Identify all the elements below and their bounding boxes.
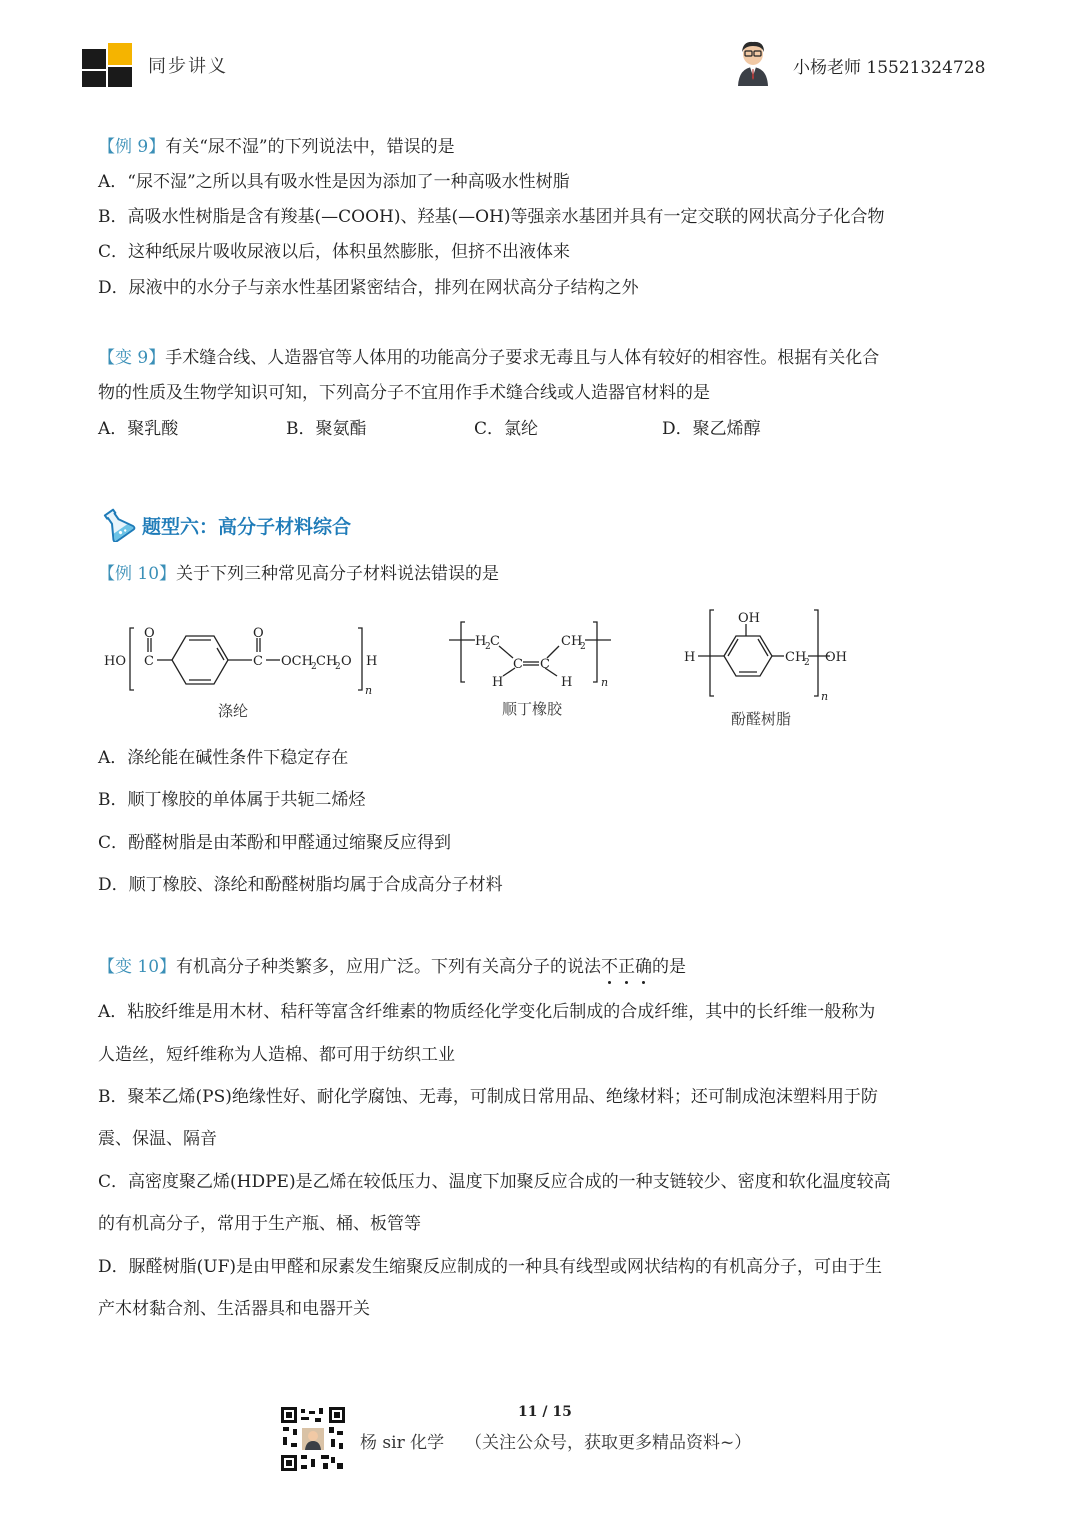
svg-text:CH: CH xyxy=(785,650,807,665)
ex9-question xyxy=(98,135,455,159)
var10-tag: 【变 10】 xyxy=(98,957,177,977)
svg-text:H: H xyxy=(684,650,696,665)
svg-text:2: 2 xyxy=(580,642,586,652)
teacher-contact: 小杨老师 15521324728 xyxy=(793,58,986,78)
page-number: 11 / 15 xyxy=(518,1404,572,1420)
footer-brand: 杨 sir 化学 xyxy=(360,1433,445,1453)
ex10-option-c: C．酚醛树脂是由苯酚和甲醛通过缩聚反应得到 xyxy=(98,833,452,853)
ex10-option-d: D．顺丁橡胶、涤纶和酚醛树脂均属于合成高分子材料 xyxy=(98,875,503,895)
svg-text:HO: HO xyxy=(104,654,126,669)
ex10-tag: 【例 10】 xyxy=(98,564,177,584)
flask-icon xyxy=(98,506,136,542)
var9-question-line1 xyxy=(98,346,879,370)
svg-text:C: C xyxy=(144,654,154,669)
var10-option-b-line2: 震、保温、隔音 xyxy=(98,1129,217,1149)
svg-text:2: 2 xyxy=(804,658,810,668)
var9-option-a: A．聚乳酸 xyxy=(98,419,179,439)
phenolic-resin-caption: 酚醛树脂 xyxy=(731,710,792,728)
header-title: 同步讲义 xyxy=(148,56,228,77)
var10-option-d-line2: 产木材黏合剂、生活器具和电器开关 xyxy=(98,1299,370,1319)
svg-text:OH: OH xyxy=(825,650,847,665)
var10-question xyxy=(98,955,686,979)
svg-text:2: 2 xyxy=(335,662,341,672)
emph-char-2: 正 xyxy=(618,957,636,977)
emph-char-3: 确 xyxy=(635,957,653,977)
footer-note: （关注公众号，获取更多精品资料~） xyxy=(465,1433,752,1453)
qr-code xyxy=(281,1407,345,1471)
var9-option-d: D．聚乙烯醇 xyxy=(662,419,761,439)
var10-option-b-line1: B．聚苯乙烯(PS)绝缘性好、耐化学腐蚀、无毒，可制成日常用品、绝缘材料；还可制成泡沫塑料用于防 xyxy=(98,1087,878,1107)
var9-option-c: C．氯纶 xyxy=(474,419,539,439)
svg-text:n: n xyxy=(821,690,829,703)
svg-text:H: H xyxy=(492,675,504,690)
var10-option-d-line1: D．脲醛树脂(UF)是由甲醛和尿素发生缩聚反应制成的一种具有线型或网状结构的有机高分子，可由于生 xyxy=(98,1257,883,1277)
svg-text:2: 2 xyxy=(311,662,317,672)
var9-line1-text: 手术缝合线、人造器官等人体用的功能高分子要求无毒且与人体有较好的相容性。根据有关化合 xyxy=(165,348,880,368)
teacher-avatar xyxy=(734,40,772,86)
polyester-caption: 涤纶 xyxy=(218,702,249,720)
polyester-structure xyxy=(100,618,390,702)
ex9-option-c: C．这种纸尿片吸收尿液以后，体积虽然膨胀，但挤不出液体来 xyxy=(98,242,571,262)
var9-tag: 【变 9】 xyxy=(98,348,166,368)
var10-option-c-line1: C．高密度聚乙烯(HDPE)是乙烯在较低压力、温度下加聚反应合成的一种支链较少、密度和软化温度较高 xyxy=(98,1172,891,1192)
section-title: 题型六：高分子材料综合 xyxy=(142,516,352,538)
emph-char-1: 不 xyxy=(601,957,619,977)
svg-text:H: H xyxy=(366,654,378,669)
var10-option-c-line2: 的有机高分子，常用于生产瓶、桶、板管等 xyxy=(98,1214,421,1234)
ex9-option-b: B．高吸水性树脂是含有羧基(—COOH)、羟基(—OH)等强亲水基团并具有一定交联的网状高分子化合物 xyxy=(98,207,885,227)
svg-text:H: H xyxy=(561,675,573,690)
ex9-option-d: D．尿液中的水分子与亲水性基团紧密结合，排列在网状高分子结构之外 xyxy=(98,278,639,298)
ex10-option-a: A．涤纶能在碱性条件下稳定存在 xyxy=(98,748,349,768)
var9-option-b: B．聚氨酯 xyxy=(286,419,367,439)
svg-text:O: O xyxy=(341,654,352,669)
var10-question-pre: 有机高分子种类繁多，应用广泛。下列有关高分子的说法 xyxy=(176,957,602,977)
svg-text:H: H xyxy=(475,634,487,649)
svg-text:C: C xyxy=(253,654,263,669)
ex10-question xyxy=(98,562,499,586)
svg-text:C: C xyxy=(513,657,523,672)
polybutadiene-structure xyxy=(445,618,620,692)
svg-text:n: n xyxy=(365,684,373,697)
polybutadiene-caption: 顺丁橡胶 xyxy=(502,700,563,718)
phenolic-resin-structure xyxy=(680,606,855,704)
svg-text:O: O xyxy=(253,626,264,641)
svg-text:CH: CH xyxy=(316,654,338,669)
svg-text:2: 2 xyxy=(485,642,491,652)
svg-text:C: C xyxy=(540,657,550,672)
ex9-question-text: 有关“尿不湿”的下列说法中，错误的是 xyxy=(165,137,455,157)
var9-question-line2: 物的性质及生物学知识可知，下列高分子不宜用作手术缝合线或人造器官材料的是 xyxy=(98,383,710,403)
ex9-tag: 【例 9】 xyxy=(98,137,166,157)
ex9-option-a: A．“尿不湿”之所以具有吸水性是因为添加了一种高吸水性树脂 xyxy=(98,172,570,192)
var10-emphasis xyxy=(601,957,652,977)
var10-question-post: 的是 xyxy=(652,957,687,977)
svg-text:n: n xyxy=(601,676,609,689)
svg-text:OH: OH xyxy=(738,611,760,626)
ex10-option-b: B．顺丁橡胶的单体属于共轭二烯烃 xyxy=(98,790,366,810)
var10-option-a-line2: 人造丝，短纤维称为人造棉、都可用于纺织工业 xyxy=(98,1045,455,1065)
svg-text:CH: CH xyxy=(561,634,583,649)
brand-logo xyxy=(82,43,134,87)
svg-text:OCH: OCH xyxy=(281,654,313,669)
ex10-question-text: 关于下列三种常见高分子材料说法错误的是 xyxy=(176,564,500,584)
svg-text:C: C xyxy=(490,634,500,649)
var10-option-a-line1: A．粘胶纤维是用木材、秸秆等富含纤维素的物质经化学变化后制成的合成纤维，其中的长纤维一般称为 xyxy=(98,1002,876,1022)
svg-text:O: O xyxy=(144,626,155,641)
